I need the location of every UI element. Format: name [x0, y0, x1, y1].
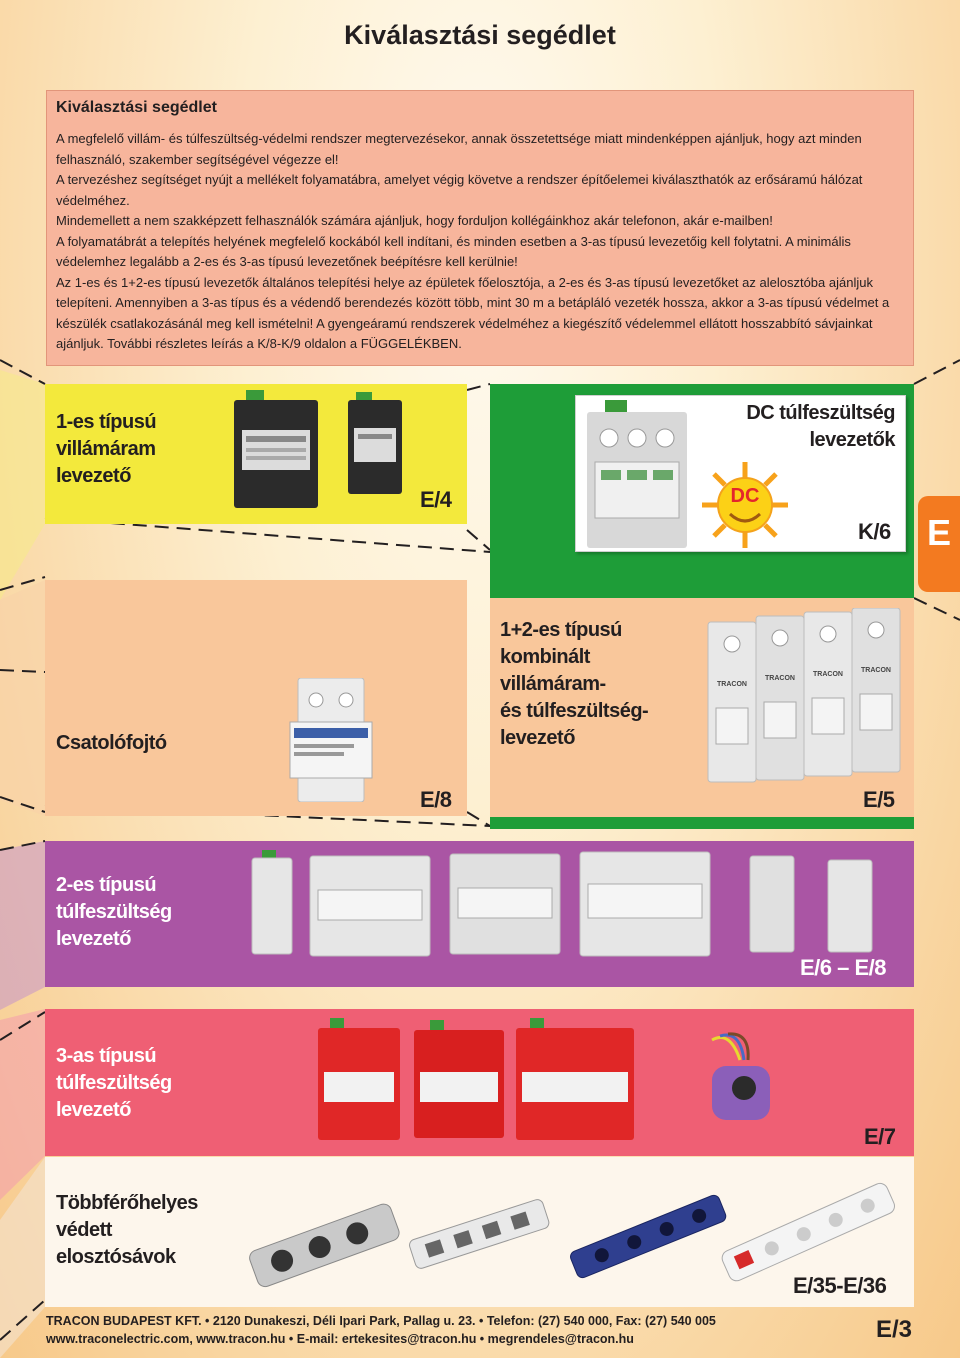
section-tab-e[interactable]: E [918, 496, 960, 592]
dc-label: DC túlfeszültség levezetők [746, 402, 895, 451]
combo-label: 1+2-es típusú kombinált villámáram- és túlfeszültség- levezető [500, 619, 649, 749]
intro-paragraph-1: A megfelelő villám- és túlfeszültség-védelmi rendszer megtervezésekor, annak összetettsége miatt mindenképpen ajánljuk, hogy azt minden felhasználó, szakember segítségével végezze el! [56, 131, 862, 167]
intro-box [46, 90, 914, 366]
type1-device-small-image [346, 392, 406, 496]
combo-brand-3: TRACON [813, 671, 843, 678]
combo-brand-4: TRACON [861, 667, 891, 674]
coupler-panel[interactable] [45, 580, 467, 816]
coupler-page-code: E/8 [420, 787, 452, 812]
type2-page-code: E/6 – E/8 [800, 955, 887, 980]
intro-paragraph-5: Az 1-es és 1+2-es típusú levezetők általános telepítési helye az épületek főelosztója, a 2-es és 3-as típusú levezetőket az alelosztóba ajánljuk telepíteni. Amennyiben a 3-as típus és a védendő berendezés között több, mint 30 m a betápláló vezeték hossza, akkor a 3-as típusú védelmet a készülék csatlakozásánál meg kell ismételni! A gyengeáramú rendszerek védelméhez a kiegészítő védelemmel ellátott hosszabbító sávjainkat ajánljuk. További részletes leírás a K/8-K/9 oldalon a FÜGGELÉKBEN. [56, 274, 890, 351]
combo-brand-1: TRACON [717, 681, 747, 688]
type1-page-code: E/4 [420, 487, 452, 512]
page-title: Kiválasztási segédlet [344, 20, 616, 50]
type2-devices-image [240, 850, 900, 962]
dc-page-code: K/6 [858, 519, 891, 544]
coupler-device-image [284, 678, 378, 802]
intro-paragraph-4: A folyamatábrát a telepítés helyének megfelelő kockából kell indítani, és minden esetben a 3-as típusú levezetőig kell folytatni. A minimális védelemhez legalább a 2-es és 3-as típusú levezetőnek beépítésre kell kerülnie! [56, 233, 851, 269]
type3-label: 3-as típusú túlfeszültség levezető [56, 1045, 172, 1121]
intro-heading: Kiválasztási segédlet [56, 99, 217, 116]
page-number: E/3 [876, 1316, 913, 1343]
strips-page-code: E/35-E/36 [793, 1273, 887, 1298]
type1-label: 1-es típusú villámáram levezető [56, 411, 157, 487]
dc-device-image [585, 400, 690, 550]
sun-dc-text: DC [730, 485, 760, 507]
intro-paragraph-3: Mindemellett a nem szakképzett felhasználók számára ajánljuk, hogy forduljon kollégáinkhoz akár telefonon, akár e-mailben! [56, 213, 773, 228]
sun-icon [700, 460, 790, 550]
type3-devices-image [310, 1018, 640, 1142]
type1-device-large-image [232, 390, 322, 510]
combo-page-code: E/5 [863, 787, 895, 812]
footer-contacts[interactable]: www.traconelectric.com, www.tracon.hu • E-mail: ertekesites@tracon.hu • megrendeles@tracon.hu [46, 1332, 634, 1346]
type3-page-code: E/7 [864, 1124, 896, 1149]
strips-label: Többférőhelyes védett elosztósávok [56, 1192, 198, 1268]
type2-label: 2-es típusú túlfeszültség levezető [56, 874, 172, 950]
intro-paragraph-2: A tervezéshez segítséget nyújt a mellékelt folyamatábra, amelyet végig követve a rendszer építőelemei kiválaszthatók az erősáramú hálózat védelméhez. [56, 172, 863, 208]
coupler-label: Csatolófojtó [56, 732, 167, 754]
combo-device-image [706, 608, 902, 786]
type3-plug-adapter-image [700, 1030, 780, 1130]
combo-brand-2: TRACON [765, 675, 795, 682]
footer-address: TRACON BUDAPEST KFT. • 2120 Dunakeszi, Déli Ipari Park, Pallag u. 23. • Telefon: (27) 540 000, Fax: (27) 540 005 [46, 1314, 716, 1328]
